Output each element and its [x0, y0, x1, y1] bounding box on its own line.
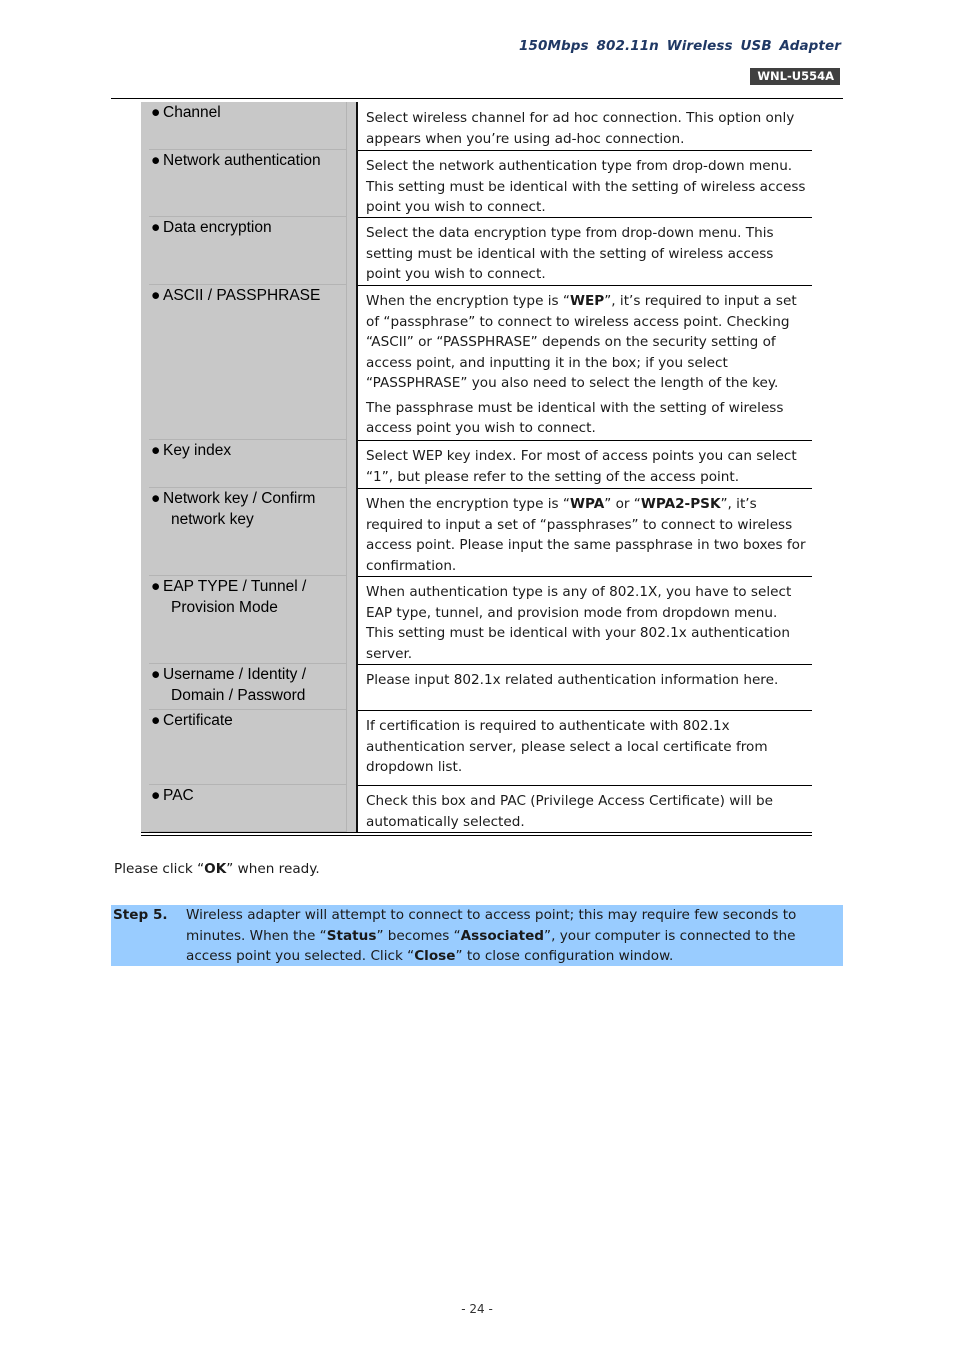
- text-run: Status: [326, 927, 377, 944]
- setting-name-text-continued: Domain / Password: [171, 687, 306, 704]
- setting-name-text: Certificate: [163, 712, 233, 729]
- setting-name: [151, 488, 351, 530]
- setting-name: [151, 440, 351, 461]
- setting-description: [366, 582, 806, 664]
- row-separator: [358, 785, 812, 786]
- header-rule: [111, 98, 843, 99]
- text-run: If certification is required to authenticate with 802.1x authentication server, please select a local certificate from dropdown list.: [366, 718, 768, 775]
- row-separator: [358, 664, 812, 665]
- step-5-box: [111, 905, 843, 966]
- table-row: [141, 664, 812, 710]
- text-run: When authentication type is any of 802.1X, you have to select EAP type, tunnel, and provision mode from dropdown menu. This setting must be identical with your 802.1x authentication server.: [366, 584, 792, 662]
- bullet-icon: ●: [151, 442, 161, 459]
- text-run: WPA2-PSK: [640, 496, 721, 512]
- table-bottom-rule: [141, 832, 812, 833]
- row-separator: [358, 576, 812, 577]
- setting-name: [151, 710, 351, 731]
- table-row: [141, 710, 812, 785]
- setting-name: [151, 285, 351, 306]
- description-paragraph: [366, 398, 806, 439]
- setting-name-cell: [141, 488, 358, 576]
- bullet-icon: ●: [151, 490, 161, 507]
- setting-description-cell: [358, 217, 812, 285]
- text-run: Close: [414, 948, 456, 964]
- setting-description: [366, 223, 806, 285]
- page-number: - 24 -: [461, 1302, 493, 1316]
- table-row: [141, 217, 812, 285]
- document-title: 150Mbps 802.11n Wireless USB Adapter: [519, 38, 841, 54]
- setting-name-cell: [141, 710, 358, 785]
- setting-description: [366, 446, 806, 487]
- setting-name-text: Network authentication: [163, 152, 321, 169]
- setting-description-cell: [358, 785, 812, 832]
- text-run: Please click “: [114, 861, 205, 877]
- bullet-icon: ●: [151, 104, 161, 121]
- text-run: OK: [204, 861, 227, 877]
- setting-name-text: EAP TYPE / Tunnel /: [163, 578, 307, 595]
- setting-name-text: Username / Identity /: [163, 666, 307, 683]
- setting-name-cell: [141, 576, 358, 664]
- setting-name: [151, 217, 351, 238]
- text-run: WEP: [569, 293, 605, 309]
- setting-name-text: ASCII / PASSPHRASE: [163, 287, 321, 304]
- setting-description-cell: [358, 710, 812, 785]
- description-paragraph: [366, 108, 806, 149]
- text-run: Select the network authentication type from drop-down menu. This setting must be identical with the setting of wireless access point you wish to connect.: [366, 158, 806, 215]
- setting-description: [366, 791, 806, 832]
- row-separator: [358, 217, 812, 218]
- setting-name: [151, 150, 351, 171]
- bullet-icon: ●: [151, 787, 161, 804]
- setting-name-cell: [141, 664, 358, 710]
- table-row: [141, 102, 812, 150]
- setting-name-text: Data encryption: [163, 219, 272, 236]
- setting-description-cell: [358, 664, 812, 710]
- table-row: [141, 440, 812, 488]
- setting-name-text-continued: Provision Mode: [171, 599, 278, 616]
- text-run: ”, your computer is connected to the access point you selected. Click “: [186, 927, 796, 964]
- text-run: ” or “: [604, 496, 641, 512]
- table-row: [141, 285, 812, 440]
- setting-name-text: Key index: [163, 442, 232, 459]
- table-row: [141, 785, 812, 832]
- text-run: ”, it’s required to input a set of “passphrase” to connect to wireless access point. Checking “ASCII” or “PASSPHRASE” depends on the security setting of access point, and inputting it in the box; if you select “PASSPHRASE” you also need to select the length of the key.: [366, 293, 797, 391]
- setting-name-cell: [141, 285, 358, 440]
- step-text: [186, 905, 835, 967]
- text-run: WPA: [569, 496, 605, 512]
- setting-name-cell: [141, 150, 358, 217]
- description-paragraph: [366, 791, 806, 832]
- text-run: ” to close configuration window.: [455, 948, 674, 964]
- setting-name-cell: [141, 217, 358, 285]
- row-separator: [358, 285, 812, 286]
- description-paragraph: [366, 670, 806, 691]
- text-run: The passphrase must be identical with the setting of wireless access point you wish to connect.: [366, 399, 784, 436]
- setting-name: [151, 576, 351, 618]
- setting-name-cell: [141, 102, 358, 150]
- table-row: [141, 488, 812, 576]
- bullet-icon: ●: [151, 219, 161, 236]
- setting-description: [366, 670, 806, 691]
- text-run: Please input 802.1x related authentication information here.: [366, 672, 779, 688]
- setting-name: [151, 664, 351, 706]
- setting-description: [366, 108, 806, 149]
- text-run: Associated: [460, 927, 545, 944]
- setting-name-text-continued: network key: [171, 511, 254, 528]
- step-label: Step 5.: [113, 907, 168, 923]
- bullet-icon: ●: [151, 666, 161, 683]
- model-badge: WNL-U554A: [750, 68, 840, 85]
- bullet-icon: ●: [151, 287, 161, 304]
- text-run: ” becomes “: [376, 927, 461, 944]
- description-paragraph: [366, 291, 806, 394]
- setting-description-cell: [358, 576, 812, 664]
- setting-description-cell: [358, 150, 812, 217]
- text-run: When the encryption type is “: [366, 496, 570, 512]
- setting-description: [366, 716, 806, 778]
- table-row: [141, 150, 812, 217]
- text-run: Wireless adapter will attempt to connect to access point; this may require few seconds to minutes. When the “: [186, 907, 797, 944]
- table-bottom-rule-double: [141, 835, 812, 836]
- setting-name-cell: [141, 440, 358, 488]
- text-run: Select wireless channel for ad hoc connection. This option only appears when you’re using ad-hoc connection.: [366, 110, 795, 147]
- bullet-icon: ●: [151, 712, 161, 729]
- setting-name-text: Network key / Confirm: [163, 490, 316, 507]
- setting-description: [366, 494, 806, 576]
- text-run: Select the data encryption type from drop-down menu. This setting must be identical with the setting of wireless access point you wish to connect.: [366, 225, 774, 282]
- ready-note: [114, 859, 320, 879]
- row-separator: [358, 488, 812, 489]
- description-paragraph: [366, 223, 806, 285]
- setting-name-text: PAC: [163, 787, 194, 804]
- setting-description: [366, 291, 806, 439]
- row-separator: [358, 440, 812, 441]
- description-paragraph: [366, 716, 806, 778]
- text-run: ”, it’s required to input a set of “passphrases” to connect to wireless access point. Please input the same passphrase in two boxes for confirmation.: [366, 496, 806, 574]
- row-separator: [358, 150, 812, 151]
- setting-name: [151, 102, 351, 123]
- setting-description-cell: [358, 285, 812, 440]
- setting-description: [366, 156, 806, 218]
- row-separator: [358, 710, 812, 711]
- setting-name: [151, 785, 351, 806]
- text-run: When the encryption type is “: [366, 293, 570, 309]
- setting-description-cell: [358, 440, 812, 488]
- table-row: [141, 576, 812, 664]
- description-paragraph: [366, 446, 806, 487]
- setting-description-cell: [358, 488, 812, 576]
- description-paragraph: [366, 156, 806, 218]
- setting-name-text: Channel: [163, 104, 221, 121]
- description-paragraph: [366, 494, 806, 576]
- setting-name-cell: [141, 785, 358, 832]
- setting-description-cell: [358, 102, 812, 150]
- text-run: Check this box and PAC (Privilege Access Certificate) will be automatically selected.: [366, 793, 774, 830]
- cell-frame: [149, 285, 347, 440]
- bullet-icon: ●: [151, 152, 161, 169]
- text-run: Select WEP key index. For most of access points you can select “1”, but please refer to the setting of the access point.: [366, 448, 797, 485]
- bullet-icon: ●: [151, 578, 161, 595]
- text-run: ” when ready.: [226, 861, 320, 877]
- description-paragraph: [366, 582, 806, 664]
